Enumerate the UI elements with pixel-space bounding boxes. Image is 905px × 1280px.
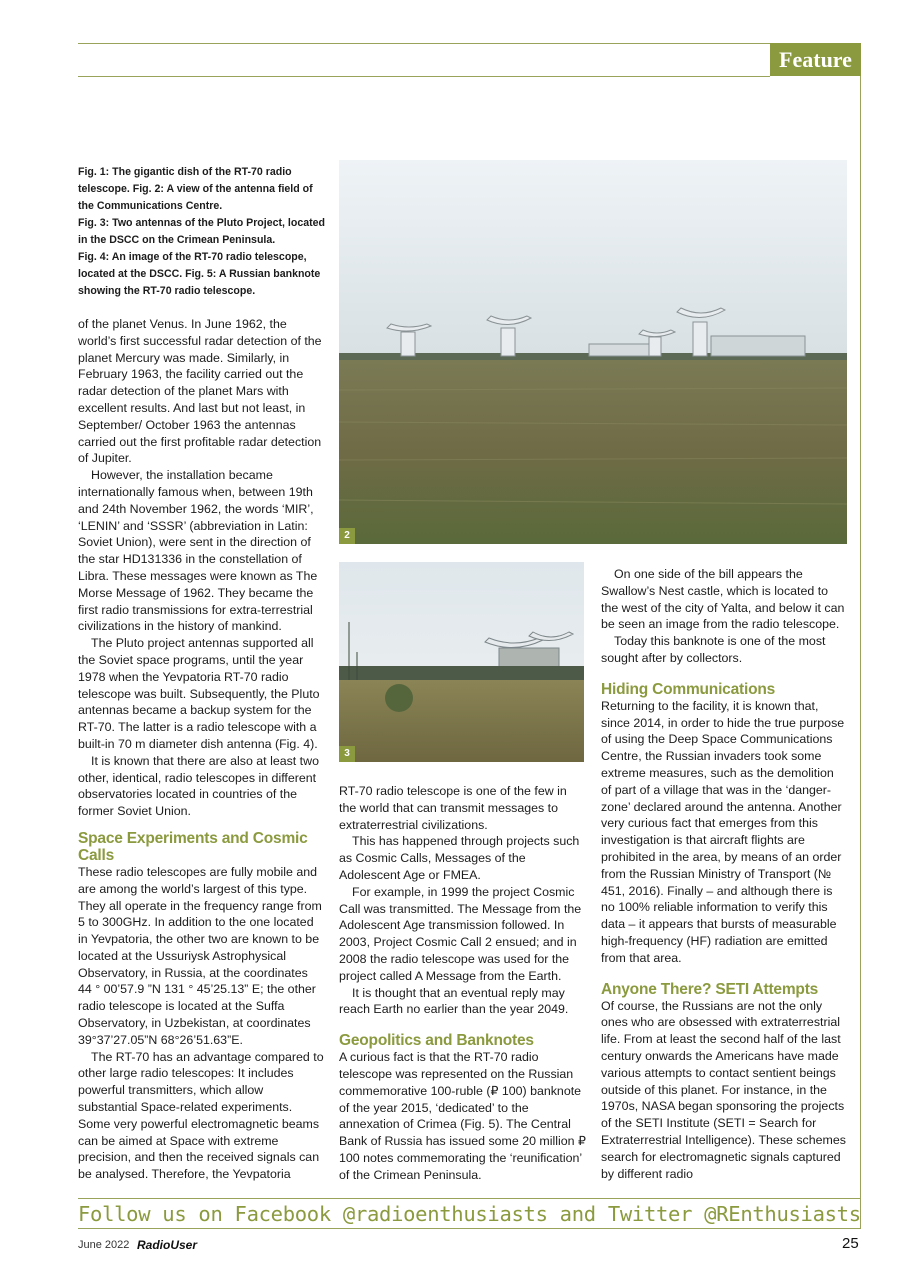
- caption-2: Fig. 3: Two antennas of the Pluto Project, located in the DSCC on the Crimean Peninsula.: [78, 217, 326, 246]
- text-column-3: [601, 566, 847, 1182]
- paragraph: These radio telescopes are fully mobile and are among the world’s largest of this type. They all operate in the frequency range from 5 to 300GHz. In addition to the one located in Yevpatoria, the other two are known to be located at the Ussuriysk Astrophysical Observatory, in Russia, at the coordinates 44 ° 00’57.9 ”N 131 ° 45’25.13” E; the other radio telescope is located at the Suffa Observatory, in Uzbekistan, at coordinates 39°37’27.05”N 68°26’51.63”E.: [78, 864, 322, 1047]
- text-column-2: [339, 783, 587, 1184]
- photo-antenna-field: [339, 160, 847, 544]
- paragraph: For example, in 1999 the project Cosmic Call was transmitted. The Message from the Adolescent Age transmission followed. In 2003, Project Cosmic Call 2 ensued; and in 2008 the radio telescope was used for the project called A Message from the Earth.: [339, 884, 582, 983]
- paragraph: The RT-70 has an advantage compared to other large radio telescopes: It includes powerful transmitters, which allow substantial Space-related experiments. Some very powerful electromagnetic beams can be aimed at Space with extreme precision, and then the received signals can be analysed. Therefore, the Yevpatoria: [78, 1049, 324, 1182]
- page-number: 25: [842, 1235, 859, 1252]
- paragraph: Returning to the facility, it is known that, since 2014, in order to hide the true purpose of using the Deep Space Communications Centre, the Russian invaders took some extreme measures, such as the demolition of part of a village that was in the ‘danger-zone’ declared around the antenna. Another very curious fact that emerges from this investigation is that aircraft flights are prohibited in the area, by means of an order from the Russian Ministry of Transport (№ 451, 2016). Finally – and although there is no 100% reliable information to verify this data – it appears that bursts of measurable high-frequency (HF) radiation are emitted from that area.: [601, 698, 845, 965]
- section-heading: Anyone There? SETI Attempts: [601, 980, 819, 998]
- paragraph: This has happened through projects such as Cosmic Calls, Messages of the Adolescent Age or FMEA.: [339, 834, 580, 882]
- paragraph: of the planet Venus. In June 1962, the world’s first successful radar detection of the planet Mercury was made. Similarly, in February 1963, the facility carried out the radar detection of the planet Mars with excellent results. And last but not least, in September/ October 1963 the antennas carried out the first profitable radar detection of Jupiter.: [78, 317, 322, 466]
- footer-rule-bottom: [78, 1228, 861, 1229]
- paragraph: Today this banknote is one of the most sought after by collectors.: [601, 634, 826, 665]
- footer-rule-top: [78, 1198, 861, 1199]
- paragraph: The Pluto project antennas supported all the Soviet space programs, until the year 1978 when the Yevpatoria RT-70 radio telescope was built. Subsequently, the Pluto antennas became a backup system for the RT-70. The latter is a radio telescope with a built-in 70 m diameter dish antenna (Fig. 4).: [78, 636, 320, 751]
- paragraph: However, the installation became internationally famous when, between 19th and 24th November 1962, the words ‘MIR’, ‘LENIN’ and ‘SSSR’ (abbreviation in Latin: Soviet Union), were sent in the direction of the star HD131336 in the constellation of Libra. These messages were known as The Morse Message of 1962. They became the first radio transmissions for extra-terrestrial civilizations in the history of mankind.: [78, 468, 318, 634]
- caption-3: Fig. 4: An image of the RT-70 radio telescope, located at the DSCC. Fig. 5: A Russian banknote showing the RT-70 radio telescope.: [78, 251, 321, 297]
- issue-date: June 2022: [78, 1239, 130, 1251]
- paragraph: RT-70 radio telescope is one of the few in the world that can transmit messages to extraterrestrial civilizations.: [339, 784, 567, 832]
- photo-number-2: 2: [339, 528, 355, 544]
- paragraph: A curious fact is that the RT-70 radio telescope was represented on the Russian commemorative 100-ruble (₽ 100) banknote of the year 2015, ‘dedicated’ to the annexation of Crimea (Fig. 5). The Central Bank of Russia has issued some 20 million ₽ 100 notes commemorating the ‘reunification’ of the Crimean Peninsula.: [339, 1050, 586, 1182]
- photo-pluto-antennas: [339, 562, 584, 762]
- paragraph: On one side of the bill appears the Swallow’s Nest castle, which is located to the west of the city of Yalta, and below it can be seen an image from the radio telescope.: [601, 567, 845, 632]
- magazine-name: RadioUser: [137, 1238, 198, 1252]
- section-tab: Feature: [770, 43, 861, 76]
- section-heading: Space Experiments and Cosmic Calls: [78, 829, 308, 864]
- text-column-1: [78, 316, 324, 1183]
- paragraph: It is known that there are also at least two other, identical, radio telescopes in different observatories located in countries of the former Soviet Union.: [78, 753, 319, 819]
- paragraph: It is thought that an eventual reply may reach Earth no earlier than the year 2049.: [339, 985, 569, 1017]
- header-rule-bottom: [78, 76, 770, 77]
- page-border-right: [860, 43, 861, 1228]
- caption-1: Fig. 1: The gigantic dish of the RT-70 radio telescope. Fig. 2: A view of the antenna field of the Communications Centre.: [78, 166, 313, 212]
- section-heading: Geopolitics and Banknotes: [339, 1032, 534, 1050]
- section-heading: Hiding Communications: [601, 680, 776, 698]
- figure-captions: [78, 164, 328, 300]
- social-follow-banner: Follow us on Facebook @radioenthusiasts and Twitter @REnthusiasts: [78, 1202, 861, 1226]
- photo-number-3: 3: [339, 746, 355, 762]
- header-rule-top: [78, 43, 861, 44]
- paragraph: Of course, the Russians are not the only ones who are obsessed with extraterrestrial life. From at least the second half of the last century onwards the Americans have made various attempts to contact sentient beings outside of this planet. For instance, in the 1970s, NASA began sponsoring the projects of the SETI Institute (SETI = Search for Extraterrestrial Intelligence). These schemes search for electromagnetic signals captured by different radio: [601, 998, 846, 1181]
